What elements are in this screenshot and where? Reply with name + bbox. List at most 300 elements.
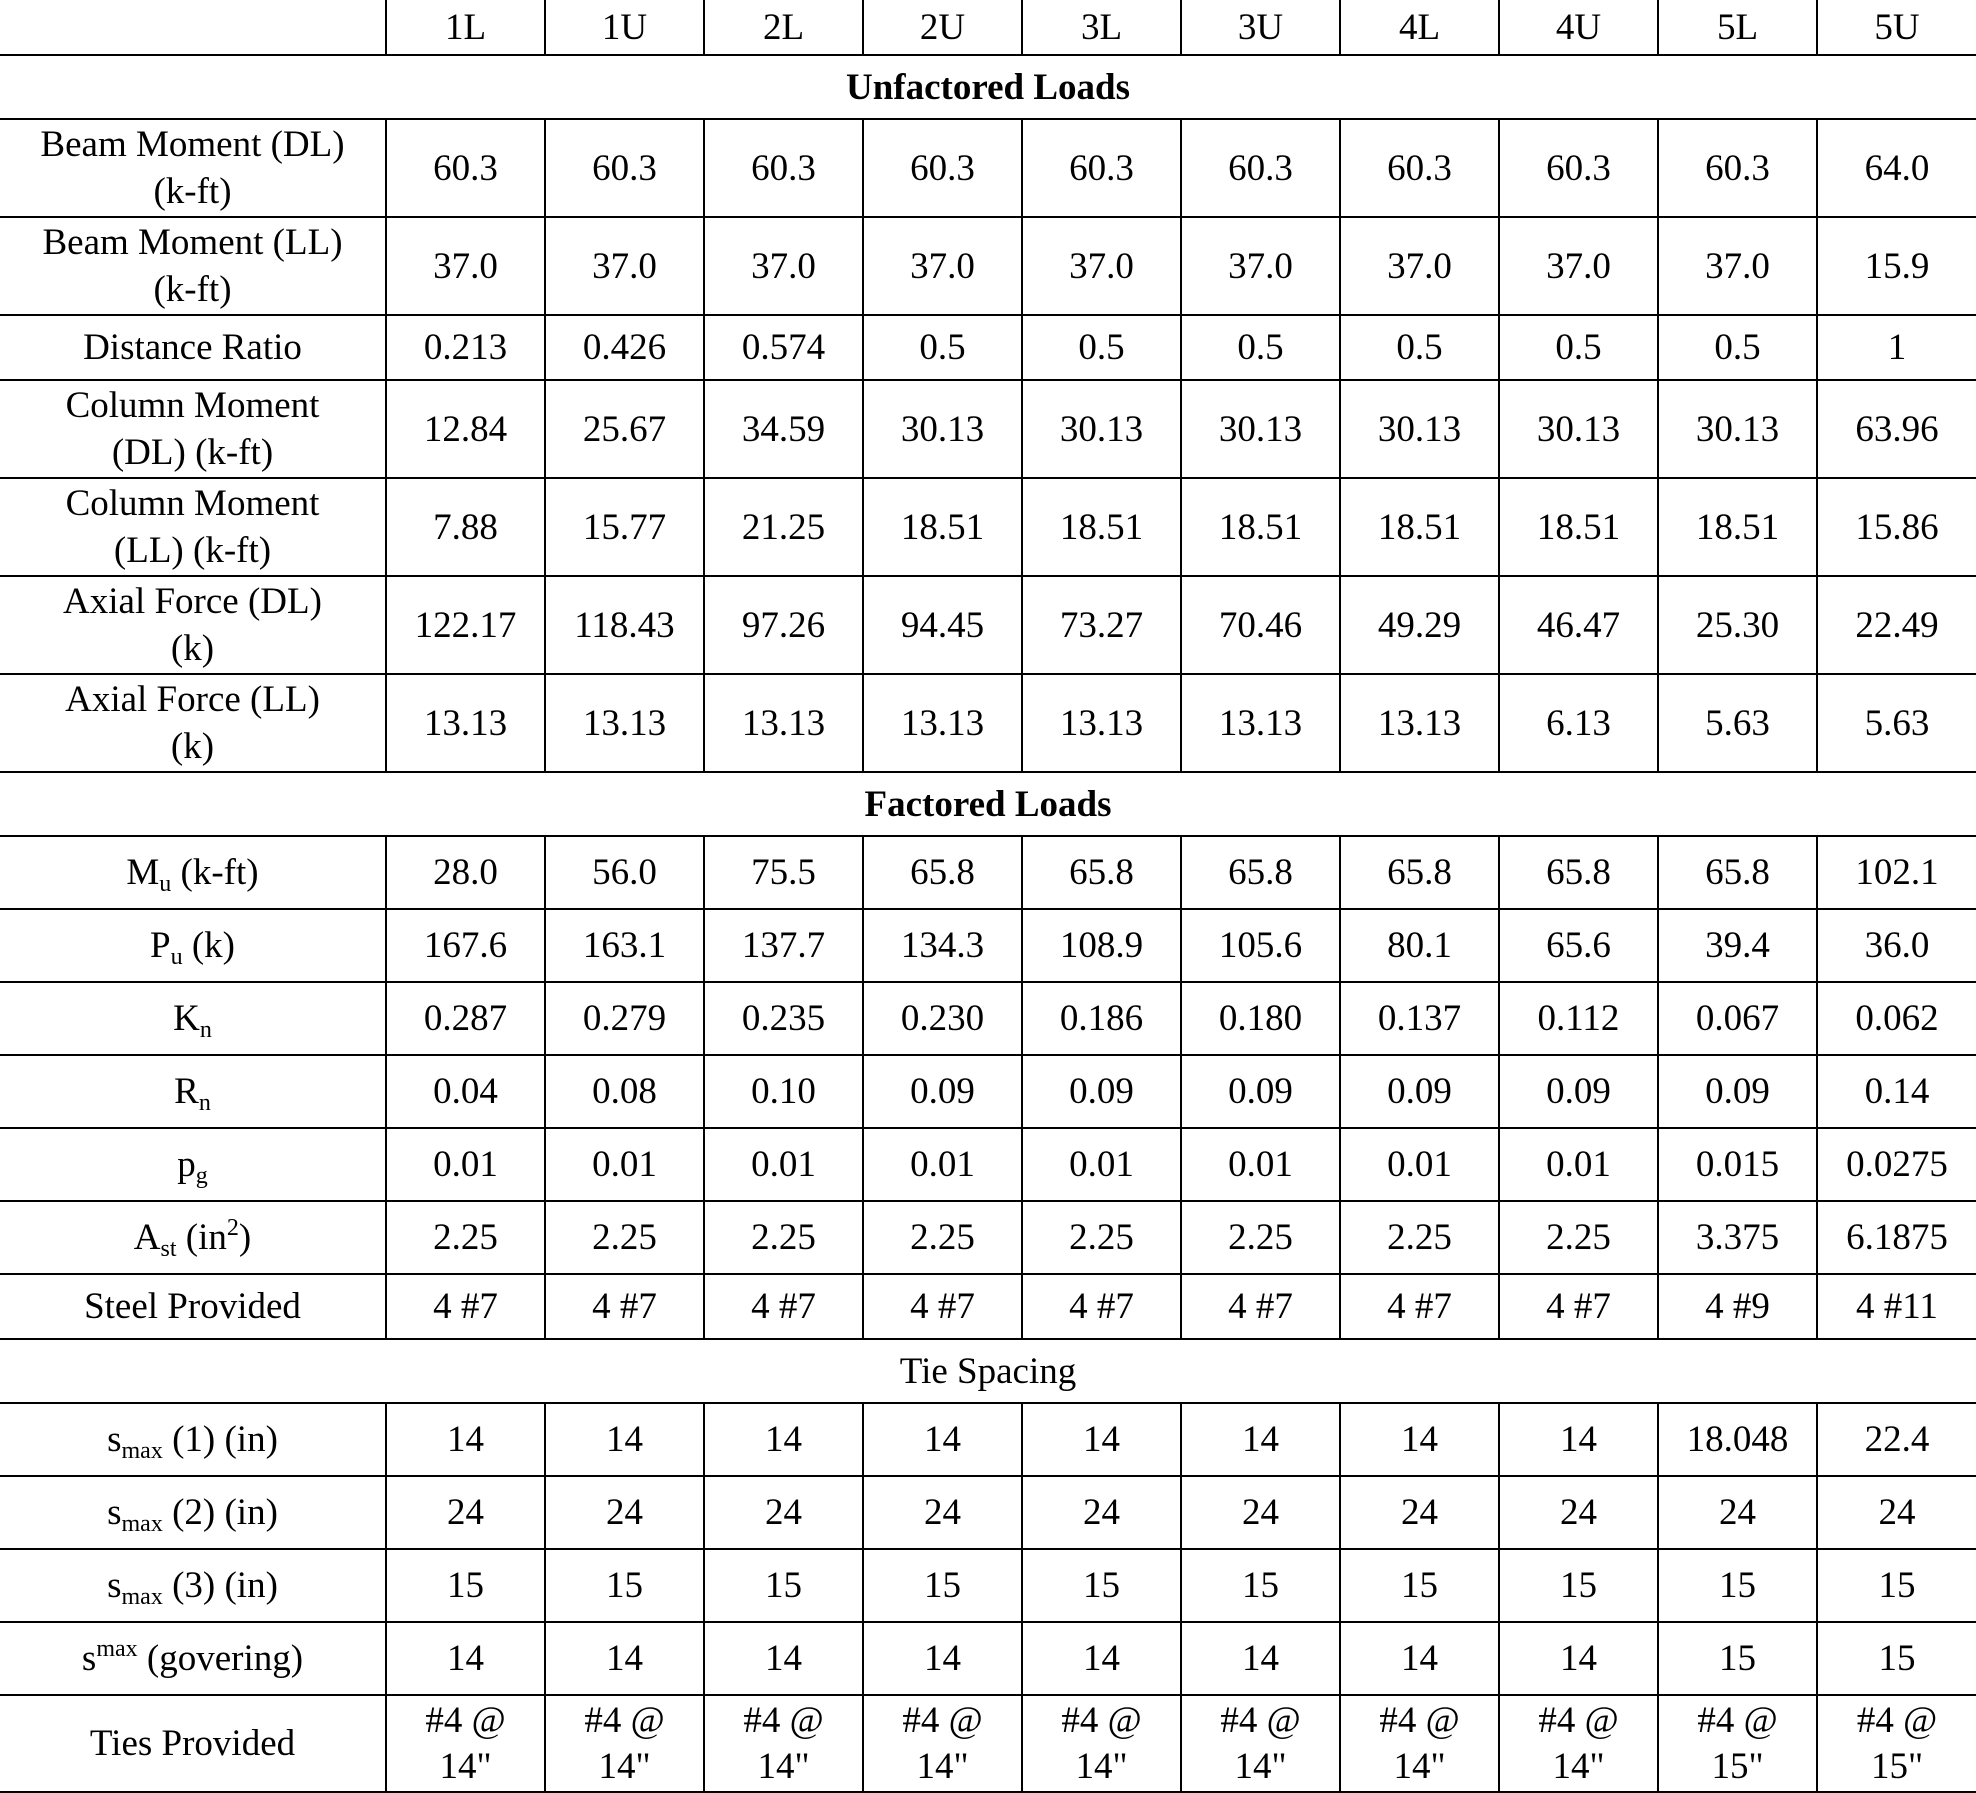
row-label-subscript: n <box>198 1090 211 1116</box>
value-cell: 122.17 <box>386 576 545 674</box>
value-cell: 13.13 <box>1340 674 1499 772</box>
table-row <box>0 1476 1976 1549</box>
value-cell: 24 <box>863 1476 1022 1549</box>
row-label-main: s <box>81 1638 97 1679</box>
value-cell: 0.235 <box>704 982 863 1055</box>
value-cell: 24 <box>704 1476 863 1549</box>
value-cell: 13.13 <box>863 674 1022 772</box>
table-row <box>0 982 1976 1055</box>
value-cell: 60.3 <box>1022 119 1181 217</box>
row-label-main: s <box>107 1565 122 1606</box>
value-cell: 0.279 <box>545 982 704 1055</box>
value-cell: 108.9 <box>1022 909 1181 982</box>
value-cell: 0.14 <box>1817 1055 1976 1128</box>
value-cell: 97.26 <box>704 576 863 674</box>
value-cell: 134.3 <box>863 909 1022 982</box>
row-label-end: ) <box>238 1217 252 1258</box>
tie-size: #4 @ <box>1379 1699 1460 1741</box>
row-label <box>0 1274 386 1339</box>
row-label-rest: (1) (in) <box>162 1419 278 1460</box>
value-cell <box>863 1695 1022 1792</box>
value-cell: 15 <box>1499 1549 1658 1622</box>
table-row <box>0 909 1976 982</box>
value-cell: 18.51 <box>1499 478 1658 576</box>
value-cell: 15 <box>1340 1549 1499 1622</box>
table-row <box>0 1128 1976 1201</box>
value-cell: 12.84 <box>386 380 545 478</box>
row-label-main: s <box>107 1419 122 1460</box>
value-cell: 2.25 <box>545 1201 704 1274</box>
tie-size: #4 @ <box>1856 1699 1938 1741</box>
section-header-row <box>0 1339 1976 1403</box>
row-label <box>0 1549 386 1622</box>
value-cell: 13.13 <box>386 674 545 772</box>
table-row <box>0 836 1976 909</box>
tie-spacing: 14" <box>1075 1745 1128 1787</box>
value-cell: 94.45 <box>863 576 1022 674</box>
table-row <box>0 674 1976 772</box>
row-label-rest: (2) (in) <box>162 1492 278 1533</box>
row-label-main: K <box>173 998 200 1039</box>
table-row <box>0 1403 1976 1476</box>
value-cell: 65.8 <box>1658 836 1817 909</box>
header-row <box>0 0 1976 55</box>
tie-spacing: 14" <box>439 1745 492 1787</box>
row-label-rest: (k) <box>182 925 235 966</box>
value-cell: 24 <box>386 1476 545 1549</box>
value-cell: 0.09 <box>863 1055 1022 1128</box>
row-label-line2: (LL) (k-ft) <box>113 530 272 571</box>
value-cell: 37.0 <box>545 217 704 315</box>
row-label-main: A <box>133 1217 161 1258</box>
row-label <box>0 315 386 380</box>
tie-spacing: 14" <box>916 1745 969 1787</box>
value-cell: 14 <box>1340 1403 1499 1476</box>
tie-size: #4 @ <box>584 1699 665 1741</box>
value-cell: 18.048 <box>1658 1403 1817 1476</box>
value-cell: 30.13 <box>1340 380 1499 478</box>
value-cell: 14 <box>386 1403 545 1476</box>
row-label <box>0 1128 386 1201</box>
value-cell: 21.25 <box>704 478 863 576</box>
value-cell: 60.3 <box>1499 119 1658 217</box>
column-header: 1U <box>545 0 704 55</box>
value-cell: 13.13 <box>545 674 704 772</box>
table-row <box>0 217 1976 315</box>
row-label-rest: (govering) <box>137 1638 304 1679</box>
value-cell: 15.77 <box>545 478 704 576</box>
value-cell: 60.3 <box>1181 119 1340 217</box>
value-cell: 0.09 <box>1340 1055 1499 1128</box>
value-cell: 13.13 <box>1181 674 1340 772</box>
row-label-main: Axial Force (DL) <box>63 581 322 622</box>
value-cell: 24 <box>1658 1476 1817 1549</box>
value-cell: 14 <box>1181 1622 1340 1695</box>
value-cell: 0.062 <box>1817 982 1976 1055</box>
value-cell: 0.067 <box>1658 982 1817 1055</box>
value-cell: 65.8 <box>1181 836 1340 909</box>
column-header: 2U <box>863 0 1022 55</box>
value-cell: 0.5 <box>1658 315 1817 380</box>
value-cell: 6.13 <box>1499 674 1658 772</box>
value-cell: 15 <box>1817 1622 1976 1695</box>
column-header: 2L <box>704 0 863 55</box>
row-label-main: p <box>177 1144 196 1185</box>
tie-spacing: 15" <box>1711 1745 1764 1787</box>
value-cell: 37.0 <box>1658 217 1817 315</box>
value-cell: 28.0 <box>386 836 545 909</box>
value-cell: 37.0 <box>1022 217 1181 315</box>
value-cell: 24 <box>1817 1476 1976 1549</box>
value-cell: 14 <box>545 1403 704 1476</box>
value-cell: 0.09 <box>1022 1055 1181 1128</box>
column-header: 4L <box>1340 0 1499 55</box>
value-cell: 163.1 <box>545 909 704 982</box>
table-row <box>0 1695 1976 1792</box>
value-cell: 0.180 <box>1181 982 1340 1055</box>
value-cell: 0.015 <box>1658 1128 1817 1201</box>
value-cell: 30.13 <box>1499 380 1658 478</box>
section-title: Factored Loads <box>0 772 1976 836</box>
value-cell: 46.47 <box>1499 576 1658 674</box>
value-cell: 0.04 <box>386 1055 545 1128</box>
row-label-main: s <box>107 1492 122 1533</box>
value-cell: 1 <box>1817 315 1976 380</box>
value-cell: 102.1 <box>1817 836 1976 909</box>
value-cell: 37.0 <box>704 217 863 315</box>
row-label-subscript: u <box>159 871 172 897</box>
tie-spacing: 14" <box>598 1745 651 1787</box>
value-cell: 4 #7 <box>1340 1274 1499 1339</box>
value-cell: 4 #11 <box>1817 1274 1976 1339</box>
value-cell: 4 #7 <box>863 1274 1022 1339</box>
value-cell: 0.112 <box>1499 982 1658 1055</box>
value-cell: 0.09 <box>1499 1055 1658 1128</box>
value-cell: 15 <box>704 1549 863 1622</box>
value-cell: 18.51 <box>1340 478 1499 576</box>
row-label-main: Beam Moment (DL) <box>40 124 345 165</box>
value-cell: 25.67 <box>545 380 704 478</box>
value-cell: 0.213 <box>386 315 545 380</box>
value-cell <box>1181 1695 1340 1792</box>
row-label <box>0 576 386 674</box>
value-cell: 5.63 <box>1658 674 1817 772</box>
value-cell: 2.25 <box>1340 1201 1499 1274</box>
value-cell <box>704 1695 863 1792</box>
value-cell: 4 #7 <box>1499 1274 1658 1339</box>
column-header: 1L <box>386 0 545 55</box>
row-label-main: Axial Force (LL) <box>65 679 320 720</box>
value-cell: 22.4 <box>1817 1403 1976 1476</box>
value-cell: 4 #7 <box>1181 1274 1340 1339</box>
row-label <box>0 119 386 217</box>
row-label-main: Beam Moment (LL) <box>42 222 343 263</box>
table-row <box>0 1274 1976 1339</box>
tie-spacing: 14" <box>1552 1745 1605 1787</box>
value-cell: 22.49 <box>1817 576 1976 674</box>
row-label-subscript: g <box>195 1163 208 1189</box>
value-cell: 0.287 <box>386 982 545 1055</box>
tie-spacing: 14" <box>1393 1745 1446 1787</box>
tie-size: #4 @ <box>1061 1699 1142 1741</box>
value-cell: 60.3 <box>1340 119 1499 217</box>
row-label-subscript: max <box>121 1511 163 1537</box>
value-cell <box>1658 1695 1817 1792</box>
value-cell: 15 <box>1022 1549 1181 1622</box>
value-cell: 4 #7 <box>704 1274 863 1339</box>
value-cell: 37.0 <box>863 217 1022 315</box>
value-cell <box>545 1695 704 1792</box>
row-label-subscript: u <box>170 944 183 970</box>
row-label-line2: (DL) (k-ft) <box>111 432 274 473</box>
value-cell: 167.6 <box>386 909 545 982</box>
value-cell: 25.30 <box>1658 576 1817 674</box>
value-cell: 2.25 <box>386 1201 545 1274</box>
value-cell: 65.8 <box>1340 836 1499 909</box>
value-cell: 60.3 <box>863 119 1022 217</box>
value-cell: 30.13 <box>863 380 1022 478</box>
value-cell: 0.5 <box>1499 315 1658 380</box>
value-cell: 37.0 <box>1181 217 1340 315</box>
value-cell: 13.13 <box>704 674 863 772</box>
value-cell: 18.51 <box>1658 478 1817 576</box>
row-label-main: Ties Provided <box>89 1722 296 1764</box>
value-cell: 49.29 <box>1340 576 1499 674</box>
value-cell: 15 <box>1181 1549 1340 1622</box>
value-cell: 14 <box>1340 1622 1499 1695</box>
value-cell: 0.01 <box>704 1128 863 1201</box>
value-cell <box>1499 1695 1658 1792</box>
tie-size: #4 @ <box>1220 1699 1301 1741</box>
value-cell: 0.01 <box>386 1128 545 1201</box>
value-cell: 34.59 <box>704 380 863 478</box>
value-cell: 70.46 <box>1181 576 1340 674</box>
table-row <box>0 315 1976 380</box>
row-label-line2: (k-ft) <box>153 171 232 212</box>
value-cell: 60.3 <box>1658 119 1817 217</box>
row-label-main: Steel Provided <box>84 1286 301 1327</box>
row-label-superscript: max <box>96 1636 138 1662</box>
row-label-rest: (k-ft) <box>171 852 259 893</box>
row-label-subscript: n <box>199 1017 212 1043</box>
value-cell: 36.0 <box>1817 909 1976 982</box>
table-row <box>0 1622 1976 1695</box>
value-cell: 37.0 <box>386 217 545 315</box>
row-label <box>0 1476 386 1549</box>
row-label-superscript: 2 <box>226 1215 239 1241</box>
value-cell: 14 <box>1499 1403 1658 1476</box>
value-cell: 65.8 <box>1022 836 1181 909</box>
value-cell: 18.51 <box>1022 478 1181 576</box>
row-label-line2: (k) <box>170 726 215 767</box>
value-cell: 75.5 <box>704 836 863 909</box>
value-cell <box>1340 1695 1499 1792</box>
value-cell: 6.1875 <box>1817 1201 1976 1274</box>
row-label <box>0 1403 386 1476</box>
value-cell: 65.8 <box>863 836 1022 909</box>
tie-size: #4 @ <box>1697 1699 1778 1741</box>
row-label-main: R <box>174 1071 199 1112</box>
value-cell: 2.25 <box>1022 1201 1181 1274</box>
row-label-rest: (in <box>176 1217 227 1258</box>
value-cell: 14 <box>386 1622 545 1695</box>
row-label-subscript: st <box>160 1236 177 1262</box>
section-header-row <box>0 772 1976 836</box>
value-cell: 0.01 <box>1022 1128 1181 1201</box>
value-cell: 24 <box>1499 1476 1658 1549</box>
value-cell: 18.51 <box>863 478 1022 576</box>
corner-cell <box>0 0 386 55</box>
value-cell: 80.1 <box>1340 909 1499 982</box>
value-cell: 14 <box>1022 1622 1181 1695</box>
value-cell: 13.13 <box>1022 674 1181 772</box>
column-header: 3L <box>1022 0 1181 55</box>
value-cell: 60.3 <box>545 119 704 217</box>
section-header-row <box>0 55 1976 119</box>
row-label-subscript: max <box>121 1438 163 1464</box>
value-cell: 4 #7 <box>545 1274 704 1339</box>
row-label <box>0 217 386 315</box>
value-cell: 15 <box>1817 1549 1976 1622</box>
row-label <box>0 1622 386 1695</box>
value-cell: 0.01 <box>863 1128 1022 1201</box>
value-cell: 65.6 <box>1499 909 1658 982</box>
value-cell: 14 <box>545 1622 704 1695</box>
value-cell: 64.0 <box>1817 119 1976 217</box>
value-cell: 60.3 <box>386 119 545 217</box>
value-cell: 15 <box>386 1549 545 1622</box>
row-label <box>0 1695 386 1792</box>
value-cell: 3.375 <box>1658 1201 1817 1274</box>
row-label-main: Column Moment <box>65 483 320 524</box>
value-cell: 0.09 <box>1658 1055 1817 1128</box>
value-cell: 0.230 <box>863 982 1022 1055</box>
value-cell: 14 <box>1499 1622 1658 1695</box>
column-header: 4U <box>1499 0 1658 55</box>
value-cell: 15.9 <box>1817 217 1976 315</box>
row-label-line2: (k) <box>170 628 215 669</box>
value-cell: 0.01 <box>1340 1128 1499 1201</box>
tie-size: #4 @ <box>902 1699 983 1741</box>
value-cell: 7.88 <box>386 478 545 576</box>
value-cell: 30.13 <box>1022 380 1181 478</box>
value-cell: 105.6 <box>1181 909 1340 982</box>
column-header: 3U <box>1181 0 1340 55</box>
tie-size: #4 @ <box>1538 1699 1619 1741</box>
value-cell: 0.5 <box>863 315 1022 380</box>
tie-size: #4 @ <box>743 1699 824 1741</box>
value-cell: 0.426 <box>545 315 704 380</box>
table-row <box>0 1549 1976 1622</box>
value-cell: 0.137 <box>1340 982 1499 1055</box>
value-cell: 15.86 <box>1817 478 1976 576</box>
row-label <box>0 674 386 772</box>
value-cell: 0.01 <box>1181 1128 1340 1201</box>
value-cell: 0.5 <box>1022 315 1181 380</box>
row-label-main: P <box>150 925 171 966</box>
value-cell: 63.96 <box>1817 380 1976 478</box>
row-label <box>0 982 386 1055</box>
row-label <box>0 1055 386 1128</box>
value-cell: 60.3 <box>704 119 863 217</box>
value-cell: 4 #7 <box>1022 1274 1181 1339</box>
row-label-main: Column Moment <box>65 385 320 426</box>
value-cell: 0.01 <box>1499 1128 1658 1201</box>
value-cell <box>1817 1695 1976 1792</box>
value-cell: 0.5 <box>1340 315 1499 380</box>
table-row <box>0 380 1976 478</box>
row-label-subscript: max <box>121 1584 163 1610</box>
tie-spacing: 15" <box>1870 1745 1924 1787</box>
value-cell: 24 <box>1022 1476 1181 1549</box>
value-cell: 15 <box>1658 1549 1817 1622</box>
value-cell: 14 <box>704 1403 863 1476</box>
value-cell: 73.27 <box>1022 576 1181 674</box>
table-row <box>0 1055 1976 1128</box>
value-cell: 39.4 <box>1658 909 1817 982</box>
value-cell: 4 #7 <box>386 1274 545 1339</box>
value-cell: 14 <box>1181 1403 1340 1476</box>
value-cell: 0.0275 <box>1817 1128 1976 1201</box>
value-cell: 2.25 <box>863 1201 1022 1274</box>
tie-spacing: 14" <box>1234 1745 1287 1787</box>
value-cell: 37.0 <box>1340 217 1499 315</box>
value-cell: 137.7 <box>704 909 863 982</box>
table-row <box>0 119 1976 217</box>
row-label <box>0 909 386 982</box>
table-row <box>0 576 1976 674</box>
value-cell: 15 <box>1658 1622 1817 1695</box>
column-header: 5L <box>1658 0 1817 55</box>
value-cell: 65.8 <box>1499 836 1658 909</box>
tie-spacing: 14" <box>757 1745 810 1787</box>
table-row <box>0 478 1976 576</box>
row-label <box>0 380 386 478</box>
row-label <box>0 836 386 909</box>
value-cell: 14 <box>1022 1403 1181 1476</box>
row-label-main: M <box>126 852 160 893</box>
value-cell: 15 <box>545 1549 704 1622</box>
value-cell: 2.25 <box>1499 1201 1658 1274</box>
tie-size: #4 @ <box>425 1699 506 1741</box>
section-title: Tie Spacing <box>0 1339 1976 1403</box>
value-cell: 24 <box>545 1476 704 1549</box>
value-cell: 24 <box>1181 1476 1340 1549</box>
value-cell: 37.0 <box>1499 217 1658 315</box>
row-label <box>0 1201 386 1274</box>
value-cell: 0.5 <box>1181 315 1340 380</box>
value-cell: 0.186 <box>1022 982 1181 1055</box>
value-cell: 0.10 <box>704 1055 863 1128</box>
table-row <box>0 1201 1976 1274</box>
value-cell: 30.13 <box>1181 380 1340 478</box>
value-cell: 5.63 <box>1817 674 1976 772</box>
value-cell: 24 <box>1340 1476 1499 1549</box>
value-cell: 118.43 <box>545 576 704 674</box>
row-label-line2: (k-ft) <box>153 269 232 310</box>
value-cell: 30.13 <box>1658 380 1817 478</box>
value-cell: 0.574 <box>704 315 863 380</box>
value-cell: 14 <box>704 1622 863 1695</box>
row-label-rest: (3) (in) <box>162 1565 278 1606</box>
value-cell: 14 <box>863 1622 1022 1695</box>
value-cell: 2.25 <box>1181 1201 1340 1274</box>
value-cell: 18.51 <box>1181 478 1340 576</box>
value-cell <box>1022 1695 1181 1792</box>
value-cell: 0.01 <box>545 1128 704 1201</box>
value-cell: 14 <box>863 1403 1022 1476</box>
value-cell: 0.09 <box>1181 1055 1340 1128</box>
